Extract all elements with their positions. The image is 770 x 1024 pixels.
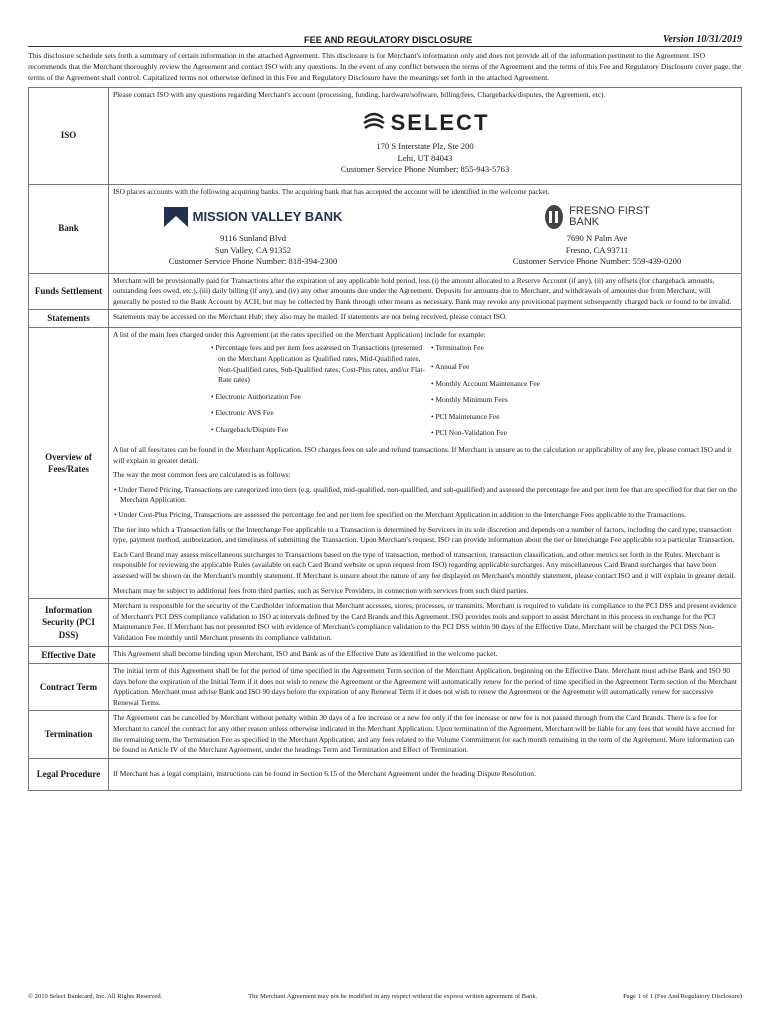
bank1-address-line1: 9116 Sunland Blvd bbox=[219, 233, 287, 244]
label-funds: Funds Settlement bbox=[29, 273, 109, 310]
fee-item: • Annual Fee bbox=[431, 362, 631, 373]
select-logo-text: SELECT bbox=[390, 109, 490, 135]
disclosure-table bbox=[28, 87, 742, 791]
contract-text: The initial term of this Agreement shall be for the period of time specified in the Agreement Term section of the Merchant Application, beginning on the Effective Date. Merchant must advise Bank and ISO 90 days before the expiration of the Initial Term if it does not wish to renew the Agreement or the Agreement will automatically renew for the period of time specified in the Agreement Term section of the Merchant Application. Merchant must advise Bank and ISO 90 days before the expiration of any Renewal Term if it does not wish to renew the Agreement or the Agreement will automatically renew for successive Renewal Terms. bbox=[109, 664, 742, 711]
iso-text: Please contact ISO with any questions regarding Merchant's account (processing, funding, hardware/software, billing/fees, Chargebacks/disputes, the Agreement, etc). bbox=[113, 89, 606, 99]
row-funds bbox=[29, 273, 742, 310]
fee-item: • Monthly Minimum Fees bbox=[431, 395, 631, 406]
overview-p5: The tier into which a Transaction falls or the Interchange Fee applicable to a Transaction is determined by Servicers in its sole discretion and depends on a number of factors, including the card type, transaction type, payment method, authorization, and timeliness of submitting the Transaction. Upon Merchant's request, ISO can provide information about the tier or Interchange Fee applicable to a particular Transaction. bbox=[113, 524, 735, 545]
fee-item: • Termination Fee bbox=[431, 343, 631, 354]
bank-text: ISO places accounts with the following acquiring banks. The acquiring bank that has accepted the account will be identified in the welcome packet. bbox=[113, 186, 550, 196]
row-legal bbox=[29, 758, 742, 790]
label-termination: Termination bbox=[29, 711, 109, 758]
footer-copyright: © 2019 Select Bankcard, Inc. All Rights Reserved. bbox=[28, 993, 163, 1000]
overview-p7: Merchant may be subject to additional fees from third parties, such as Service Providers, in connection with services from such third parties. bbox=[113, 585, 529, 595]
overview-p2: The way the most common fees are calculated is as follows: bbox=[113, 470, 291, 480]
label-overview: Overview of Fees/Rates bbox=[29, 327, 109, 598]
statements-text: Statements may be accessed on the Merchant Hub; they also may be mailed. If statements are not being received, please contact ISO. bbox=[109, 310, 742, 328]
fee-item: • Percentage fees and per item fees assessed on Transactions (presented on the Merchant Application as Qualified rates, Mid-Qualified rates, Non-Qualified rates, Sub-Qualified rates, Cost-Plus rates, and/or Flat-Rate rates) bbox=[211, 343, 431, 385]
fresno-first-logo-line2: BANK bbox=[569, 216, 600, 229]
row-termination bbox=[29, 711, 742, 758]
fresno-first-logo bbox=[457, 201, 737, 233]
label-statements: Statements bbox=[29, 310, 109, 328]
iso-address-line1: 170 S Interstate Plz, Ste 200 bbox=[376, 141, 474, 152]
fee-item: • PCI Maintenance Fee bbox=[431, 412, 631, 423]
fee-item: • Electronic Authorization Fee bbox=[211, 392, 431, 403]
overview-p6: Each Card Brand may assess miscellaneous surcharges to Transactions based on the type of transaction, method of transaction, transaction classification, and other metrics set forth in the Rules. Merchant is responsible for reviewing the applicable Rules (available on each Card Brand website or upon request from ISO) regarding applicable surcharges. Any miscellaneous Card Brand surcharges that have been assessed will be shown on the Merchant's monthly statement. If Merchant is unsure about the nature of any fee displayed on Merchant's monthly statement, please contact ISO and it will explain in greater detail. bbox=[113, 549, 736, 580]
label-iso: ISO bbox=[29, 87, 109, 184]
fee-list bbox=[211, 343, 737, 445]
label-bank: Bank bbox=[29, 184, 109, 273]
document-footer bbox=[28, 993, 742, 1000]
bank-fresno-first bbox=[457, 201, 737, 268]
overview-p4: • Under Cost-Plus Pricing, Transactions are assessed the percentage fee and per item fee specified on the Merchant Application in addition to the Interchange Fees applicable to the Transactions. bbox=[114, 510, 686, 520]
document-page bbox=[28, 30, 742, 791]
fresno-first-logo-line1: FRESNO FIRST bbox=[569, 205, 650, 218]
fee-item: • Monthly Account Maintenance Fee bbox=[431, 379, 631, 390]
termination-text: The Agreement can be cancelled by Merchant without penalty within 30 days of a fee increase or a new fee only if the fee increase or new fee is not passed through from the Card Brands. There is a fee for Merchant to cancel the contract for any other reason unless otherwise indicated in the Merchant Application. Upon termination of the Agreement, Merchant will be liable for any fees that would have accrued for the remaining term, the Termination Fee as specified in the Merchant Application, and any fees related to the Volume Commitment for each month remaining in the term of the Agreement. More information can be found in Article IV of the Merchant Agreement, under the headings Term and Termination and Effect of Termination. bbox=[109, 711, 742, 758]
row-infosec bbox=[29, 599, 742, 646]
overview-p1: A list of all fees/rates can be found in the Merchant Application. ISO charges fees on sale and refund transactions. If Merchant is unsure as to the calculation or applicability of any fee, please contact ISO and it will explain in greater detail. bbox=[113, 445, 732, 465]
fee-item: • Chargeback/Dispute Fee bbox=[211, 425, 431, 436]
row-bank bbox=[29, 184, 742, 273]
fee-list-col2 bbox=[431, 343, 631, 445]
mission-valley-logo bbox=[113, 201, 393, 233]
label-contract: Contract Term bbox=[29, 664, 109, 711]
fresno-first-logo-text bbox=[569, 206, 650, 228]
overview-intro: A list of the main fees charged under this Agreement (at the rates specified on the Merchant Application) include for example: bbox=[113, 329, 486, 339]
select-swirl-icon bbox=[361, 112, 387, 134]
bank1-phone: Customer Service Phone Number: 818-394-2300 bbox=[168, 256, 338, 267]
fee-item: • Electronic AVS Fee bbox=[211, 408, 431, 419]
row-effective bbox=[29, 646, 742, 664]
infosec-text: Merchant is responsible for the security of the Cardholder information that Merchant accesses, stores, processes, or transmits. Merchant is required to validate its compliance to the PCI DSS and present evidence of Merchant's PCI DSS compliance validation to ISO at intervals defined by the Card Brands and this Agreement. ISO provides tools and support to assist Merchant in this process in exchange for the PCI Maintenance Fee. If Merchant has not presented ISO with evidence of Merchant's compliance validation to the PCI DSS within 90 days of the Effective Date, Merchant will be charged the PCI DSS Non-Validation Fee monthly until Merchant presents its compliance validation. bbox=[109, 599, 742, 646]
funds-text: Merchant will be provisionally paid for Transactions after the expiration of any applicable hold period, less (i) the amount allocated to a Reserve Account (if any), (ii) any offsets (for chargeback amounts, outstanding fees owed, etc.), (iii) daily billing (if any), and (iv) any other amounts due under the Agreement. Deposits for amounts due to Merchant, and withdrawals of amounts due from Merchant, will generally be posted to the Bank Account by ACH, but may be collected by Bank through other means as necessary. Bank may revoke any provisional payment subsequently charged back or found to be invalid. bbox=[109, 273, 742, 310]
cell-bank bbox=[109, 184, 742, 273]
label-infosec: Information Security (PCI DSS) bbox=[29, 599, 109, 646]
row-iso bbox=[29, 87, 742, 184]
mission-valley-logo-text: MISSION VALLEY BANK bbox=[192, 208, 343, 224]
footer-notice: The Merchant Agreement may not be modified in any respect without the express written agreement of Bank. bbox=[248, 993, 538, 1000]
bank2-phone: Customer Service Phone Number: 559-439-0200 bbox=[512, 256, 682, 267]
mission-valley-mark-icon bbox=[164, 207, 188, 227]
fee-list-col1 bbox=[211, 343, 431, 445]
label-legal: Legal Procedure bbox=[29, 758, 109, 790]
label-effective: Effective Date bbox=[29, 646, 109, 664]
legal-text: If Merchant has a legal complaint, instructions can be found in Section 6.15 of the Merchant Agreement under the heading Dispute Resolution. bbox=[109, 758, 742, 790]
cell-overview bbox=[109, 327, 742, 598]
select-logo bbox=[113, 105, 737, 141]
fee-item: • PCI Non-Validation Fee bbox=[431, 428, 631, 439]
row-overview bbox=[29, 327, 742, 598]
bank2-address-line1: 7690 N Palm Ave bbox=[566, 233, 628, 244]
effective-text: This Agreement shall become binding upon Merchant, ISO and Bank as of the Effective Date as identified in the welcome packet. bbox=[109, 646, 742, 664]
bank2-address-line2: Fresno, CA 93711 bbox=[565, 244, 629, 255]
iso-phone: Customer Service Phone Number: 855-943-5763 bbox=[340, 164, 510, 175]
footer-page-number: Page 1 of 1 (Fee And Regulatory Disclosure) bbox=[623, 993, 742, 1000]
cell-iso bbox=[109, 87, 742, 184]
iso-address-line2: Lehi, UT 84043 bbox=[397, 152, 453, 163]
bank-list bbox=[113, 201, 737, 268]
document-version: Version 10/31/2019 bbox=[662, 34, 742, 45]
row-contract bbox=[29, 664, 742, 711]
bank1-address-line2: Sun Valley, CA 91352 bbox=[214, 244, 292, 255]
fresno-first-seal-icon bbox=[544, 204, 564, 230]
overview-p3: • Under Tiered Pricing, Transactions are categorized into tiers (e.g. qualified, mid-qualified, non-qualified, and sub-qualified) and assessed the percentage fee and per item fee that are specified for that tier on the Merchant Application. bbox=[114, 484, 737, 505]
intro-paragraph: This disclosure schedule sets forth a summary of certain information in the attached Agreement. This disclosure is for Merchant's information only and does not provide all of the information pertinent to the Agreement. ISO recommends that the Merchant thoroughly review the Agreement and contact ISO with any questions. In the event of any conflict between the terms of the Agreement and the terms of this Fee and Regulatory Disclosure cover page, the terms of the Agreement shall control. Capitalized terms not otherwise defined in this Fee and Regulatory Disclosure have the meanings set forth in the attached Agreement. bbox=[28, 51, 742, 83]
bank-mission-valley bbox=[113, 201, 393, 268]
row-statements bbox=[29, 310, 742, 328]
document-header bbox=[28, 30, 742, 47]
document-title: FEE AND REGULATORY DISCLOSURE bbox=[304, 35, 473, 45]
